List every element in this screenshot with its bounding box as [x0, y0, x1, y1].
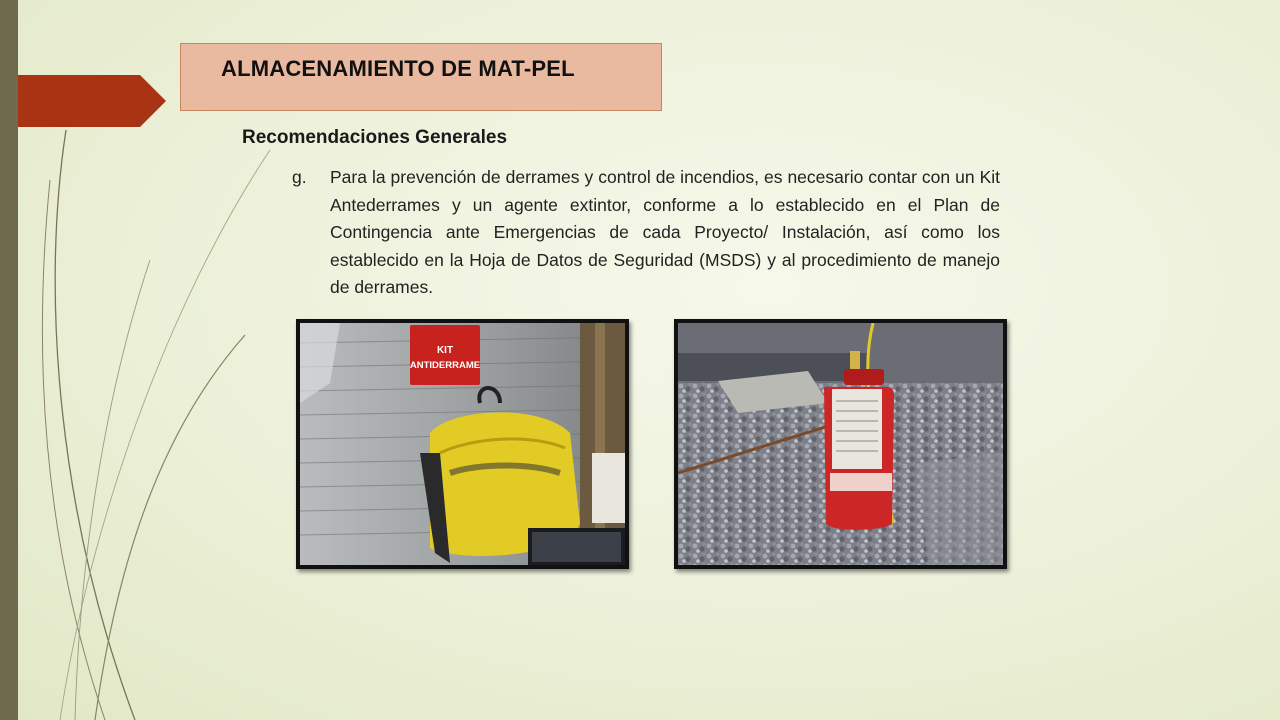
list-item [292, 164, 1000, 302]
list-marker: g. [292, 167, 307, 187]
list-item-text: Para la prevención de derrames y control de incendios, es necesario contar con un Kit Antederrames y un agente extintor, conforme a lo establecido en el Plan de Contingencia ante Emergencias de cada Proyecto/ Instalación, así como los establecido en la Hoja de Datos de Seguridad (MSDS) y al procedimiento de manejo de derrames. [330, 167, 1000, 297]
arrow-shape [18, 75, 166, 127]
photo-spill-kit [296, 319, 629, 569]
sign-line2: ANTIDERRAME [409, 360, 481, 371]
slide-subtitle: Recomendaciones Generales [242, 127, 508, 148]
sign-line1: KIT [436, 345, 454, 356]
photo-fire-extinguisher [674, 319, 1007, 569]
deco-curve [75, 260, 150, 720]
deco-curve [55, 130, 135, 720]
deco-curve [60, 150, 270, 720]
deco-curve [42, 180, 105, 720]
title-box [180, 43, 662, 111]
deco-curve [95, 335, 245, 720]
slide-title: ALMACENAMIENTO DE MAT-PEL [221, 56, 575, 81]
